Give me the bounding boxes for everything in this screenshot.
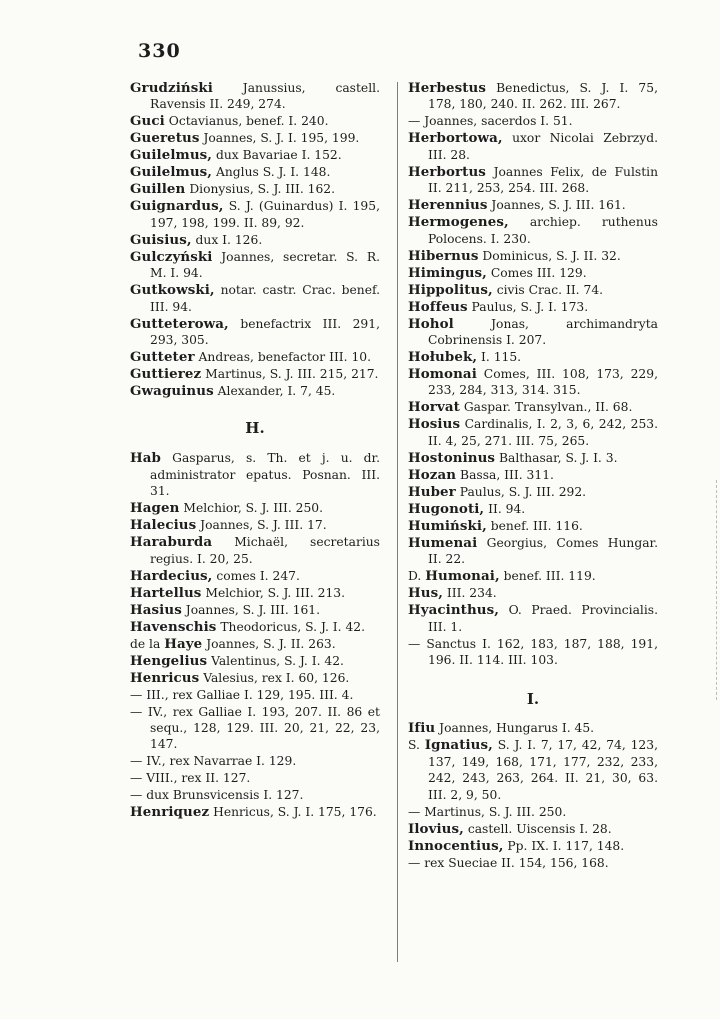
entry-headword: Haraburda — [130, 534, 213, 551]
entry-headword: Gutkowski, — [130, 282, 215, 299]
index-entry — [130, 534, 380, 567]
entry-prefix: de la — [130, 636, 161, 651]
index-entry — [130, 602, 380, 618]
entry-headword: Guisius, — [130, 231, 192, 248]
entry-headword: Hippolitus, — [408, 281, 493, 298]
index-entry — [130, 687, 380, 703]
page-number: 330 — [138, 40, 181, 62]
entry-text: benefactrix III. 291, 293, 305. — [150, 316, 380, 348]
index-entry — [130, 316, 380, 349]
entry-headword: Henriquez — [130, 804, 210, 821]
entry-prefix: — — [130, 771, 143, 786]
index-entry — [130, 181, 380, 197]
index-entry — [408, 265, 658, 281]
index-entry — [408, 80, 658, 113]
entry-headword: Havenschis — [130, 618, 217, 635]
entry-headword: Guci — [130, 113, 165, 130]
entry-text: Gaspar. Transylvan., II. 68. — [463, 400, 633, 415]
entry-text: Anglus S. J. I. 148. — [215, 165, 331, 180]
entry-text: Cardinalis, I. 2, 3, 6, 242, 253. II. 4, 25, 271. III. 75, 265. — [428, 417, 658, 448]
entry-headword: Horvat — [408, 399, 460, 416]
index-entry — [408, 467, 658, 483]
entry-text: III. 234. — [446, 586, 497, 601]
index-entry — [130, 500, 380, 516]
index-entry — [130, 130, 380, 146]
entry-headword: Herbortus — [408, 163, 486, 180]
entry-text: Melchior, S. J. III. 213. — [205, 585, 346, 600]
index-entry — [130, 568, 380, 584]
entry-headword: Hengelius — [130, 652, 208, 669]
entry-text: Henricus, S. J. I. 175, 176. — [213, 805, 377, 820]
entry-prefix: — — [130, 687, 143, 702]
index-entry — [408, 720, 658, 736]
entry-text: benef. III. 116. — [490, 518, 583, 533]
index-entry — [408, 568, 658, 584]
entry-text: Comes III. 129. — [490, 265, 587, 280]
index-entry — [408, 484, 658, 500]
entry-text: civis Crac. II. 74. — [496, 282, 604, 297]
entry-headword: Haye — [164, 635, 203, 652]
left-column — [130, 80, 380, 821]
index-entry — [408, 737, 658, 803]
index-entry — [130, 450, 380, 499]
index-entry — [408, 636, 658, 669]
entry-text: Jonas, archimandryta Cobrinensis I. 207. — [428, 316, 658, 348]
entry-headword: Hugonoti, — [408, 500, 485, 517]
index-entry — [408, 282, 658, 298]
index-entry — [408, 248, 658, 264]
entry-headword: Hozan — [408, 466, 457, 483]
index-entry — [130, 704, 380, 753]
entry-text: Bassa, III. 311. — [460, 467, 554, 482]
entry-prefix: — — [408, 855, 421, 870]
index-entry — [130, 670, 380, 686]
entry-headword: Gulczyński — [130, 248, 213, 265]
entry-text: IV., rex Navarrae I. 129. — [146, 754, 297, 769]
entry-text: Theodoricus, S. J. I. 42. — [220, 619, 365, 634]
entry-text: dux Bavariae I. 152. — [215, 148, 342, 163]
entry-headword: Innocentius, — [408, 837, 504, 854]
entry-text: Joannes, S. J. II. 263. — [206, 636, 336, 651]
entry-text: Alexander, I. 7, 45. — [217, 384, 336, 399]
entry-text: castell. Uiscensis I. 28. — [467, 821, 612, 836]
entry-headword: Ignatius, — [424, 737, 493, 754]
entry-headword: Himingus, — [408, 264, 487, 281]
index-entry — [130, 80, 380, 113]
entry-text: II. 94. — [488, 501, 526, 516]
entry-prefix: — — [130, 788, 143, 803]
entry-headword: Hibernus — [408, 247, 479, 264]
index-entry — [408, 399, 658, 415]
entry-headword: Hosius — [408, 416, 461, 433]
index-entry — [408, 535, 658, 568]
entry-headword: Humonai, — [425, 568, 500, 585]
index-entry — [130, 636, 380, 652]
entry-headword: Ifiu — [408, 720, 436, 737]
entry-text: notar. castr. Crac. benef. III. 94. — [150, 283, 380, 314]
entry-text: Dionysius, S. J. III. 162. — [189, 182, 336, 197]
index-entry — [130, 232, 380, 248]
index-entry — [408, 316, 658, 349]
index-entry — [130, 349, 380, 365]
entry-text: Valentinus, S. J. I. 42. — [211, 653, 344, 668]
entry-headword: Hus, — [408, 585, 443, 602]
entry-headword: Humenai — [408, 534, 478, 551]
index-entry — [130, 619, 380, 635]
entry-text: Georgius, Comes Hungar. II. 22. — [428, 535, 658, 567]
entry-headword: Guillen — [130, 181, 186, 198]
entry-text: Joannes, S. J. I. 195, 199. — [203, 131, 360, 146]
scan-edge-mark — [715, 480, 717, 700]
index-entry — [408, 821, 658, 837]
section-letter: I. — [526, 690, 540, 709]
index-entry — [408, 416, 658, 449]
entry-prefix: — — [408, 114, 421, 129]
index-entry — [130, 198, 380, 231]
entry-headword: Henricus — [130, 669, 200, 686]
entry-text: Balthasar, S. J. I. 3. — [499, 450, 618, 465]
index-entry — [130, 249, 380, 282]
entry-headword: Gutteter — [130, 349, 195, 366]
entry-headword: Herbestus — [408, 80, 487, 96]
entry-text: Joannes, sacerdos I. 51. — [424, 114, 573, 129]
index-entry — [130, 113, 380, 129]
entry-prefix: — — [408, 636, 421, 651]
index-entry — [408, 130, 658, 163]
entry-prefix: S. — [408, 738, 420, 753]
entry-text: Martinus, S. J. III. 215, 217. — [205, 367, 379, 382]
entry-text: Sanctus I. 162, 183, 187, 188, 191, 196. II. 114. III. 103. — [426, 636, 658, 668]
entry-headword: Humiński, — [408, 517, 487, 534]
entry-prefix: D. — [408, 569, 422, 584]
entry-prefix: — — [130, 754, 143, 769]
column-divider — [397, 82, 398, 962]
entry-headword: Ilovius, — [408, 820, 464, 837]
index-entry — [408, 804, 658, 820]
entry-text: O. Praed. Provincialis. III. 1. — [428, 603, 658, 634]
entry-headword: Grudziński — [130, 80, 213, 96]
entry-headword: Guilelmus, — [130, 164, 213, 181]
entry-headword: Guttierez — [130, 366, 202, 383]
entry-text: Benedictus, S. J. I. 75, 178, 180, 240. II. 262. III. 267. — [428, 81, 658, 112]
entry-text: Joannes, S. J. III. 161. — [491, 198, 626, 213]
index-entry — [130, 366, 380, 382]
index-entry — [408, 214, 658, 247]
entry-headword: Gutteterowa, — [130, 315, 229, 332]
entry-headword: Hyacinthus, — [408, 602, 500, 619]
entry-headword: Hasius — [130, 601, 182, 618]
entry-headword: Guignardus, — [130, 198, 224, 215]
index-entry — [408, 366, 658, 399]
entry-text: Valesius, rex I. 60, 126. — [203, 670, 350, 685]
index-entry — [130, 787, 380, 803]
index-entry — [130, 517, 380, 533]
index-entry — [130, 770, 380, 786]
entry-text: dux I. 126. — [195, 232, 263, 247]
entry-headword: Herennius — [408, 197, 488, 214]
index-entry — [408, 855, 658, 871]
index-entry — [408, 518, 658, 534]
index-entry — [130, 653, 380, 669]
entry-headword: Hermogenes, — [408, 214, 509, 231]
entry-text: IV., rex Galliae I. 193, 207. II. 86 et sequ., 128, 129. III. 20, 21, 22, 23, 147. — [147, 704, 380, 752]
index-entry — [408, 602, 658, 635]
index-entry — [130, 585, 380, 601]
index-entry — [130, 383, 380, 399]
entry-text: Andreas, benefactor III. 10. — [198, 350, 372, 365]
index-entry — [408, 585, 658, 601]
entry-text: Gasparus, s. Th. et j. u. dr. administrator epatus. Posnan. III. 31. — [150, 451, 380, 499]
entry-headword: Hołubek, — [408, 349, 478, 366]
entry-headword: Herbortowa, — [408, 130, 503, 147]
index-entry — [408, 838, 658, 854]
entry-text: Dominicus, S. J. II. 32. — [482, 248, 621, 263]
entry-text: Joannes Felix, de Fulstin II. 211, 253, 254. III. 268. — [428, 164, 658, 196]
entry-headword: Hohol — [408, 315, 454, 332]
entry-text: benef. III. 119. — [503, 569, 596, 584]
section-letter: H. — [245, 419, 265, 438]
entry-text: Joannes, S. J. III. 17. — [200, 518, 327, 533]
entry-headword: Gwaguinus — [130, 383, 214, 400]
entry-text: Joannes, S. J. III. 161. — [185, 602, 321, 617]
entry-text: Paulus, S. J. I. 173. — [471, 299, 589, 314]
entry-text: Martinus, S. J. III. 250. — [424, 804, 567, 819]
index-entry — [130, 804, 380, 820]
entry-text: rex Sueciae II. 154, 156, 168. — [424, 855, 609, 870]
entry-text: III., rex Galliae I. 129, 195. III. 4. — [146, 687, 354, 702]
entry-text: Joannes, Hungarus I. 45. — [439, 721, 595, 736]
index-entry — [408, 299, 658, 315]
index-entry — [408, 450, 658, 466]
index-entry — [408, 349, 658, 365]
entry-text: Pp. IX. I. 117, 148. — [507, 838, 625, 853]
entry-text: archiep. ruthenus Polocens. I. 230. — [428, 215, 658, 246]
entry-headword: Hostoninus — [408, 449, 496, 466]
entry-headword: Homonai — [408, 366, 477, 383]
index-entry — [130, 282, 380, 315]
entry-headword: Hab — [130, 450, 161, 467]
entry-text: Melchior, S. J. III. 250. — [183, 501, 324, 516]
entry-text: dux Brunsvicensis I. 127. — [146, 788, 304, 803]
entry-headword: Hoffeus — [408, 298, 468, 315]
entry-text: S. J. I. 7, 17, 42, 74, 123, 137, 149, 168, 171, 177, 232, 233, 242, 243, 263, 264. II. 21, 30, 63. III. 2, 9, 50. — [428, 738, 658, 802]
entry-headword: Guilelmus, — [130, 147, 213, 164]
index-entry — [130, 164, 380, 180]
entry-prefix: — — [408, 804, 421, 819]
entry-text: Paulus, S. J. III. 292. — [459, 484, 587, 499]
index-entry — [408, 197, 658, 213]
entry-text: Janussius, castell. Ravensis II. 249, 274. — [150, 81, 380, 112]
entry-text: S. J. (Guinardus) I. 195, 197, 198, 199. II. 89, 92. — [150, 199, 380, 230]
index-entry — [130, 147, 380, 163]
index-entry — [408, 113, 658, 129]
entry-text: VIII., rex II. 127. — [146, 771, 251, 786]
entry-text: Michaël, secretarius regius. I. 20, 25. — [150, 535, 380, 566]
entry-text: I. 115. — [481, 350, 522, 365]
entry-text: Comes, III. 108, 173, 229, 233, 284, 313, 314. 315. — [428, 367, 658, 398]
index-entry — [130, 753, 380, 769]
entry-headword: Huber — [408, 483, 456, 500]
entry-headword: Gueretus — [130, 130, 200, 147]
entry-text: comes I. 247. — [216, 568, 300, 583]
entry-text: uxor Nicolai Zebrzyd. III. 28. — [428, 131, 658, 162]
entry-prefix: — — [130, 704, 143, 719]
entry-headword: Halecius — [130, 517, 197, 534]
entry-headword: Hardecius, — [130, 567, 213, 584]
entry-text: Octavianus, benef. I. 240. — [168, 114, 329, 129]
index-entry — [408, 501, 658, 517]
entry-headword: Hartellus — [130, 584, 202, 601]
index-entry — [408, 164, 658, 197]
entry-text: Joannes, secretar. S. R. M. I. 94. — [150, 249, 380, 281]
right-column — [408, 80, 658, 872]
entry-headword: Hagen — [130, 500, 180, 517]
